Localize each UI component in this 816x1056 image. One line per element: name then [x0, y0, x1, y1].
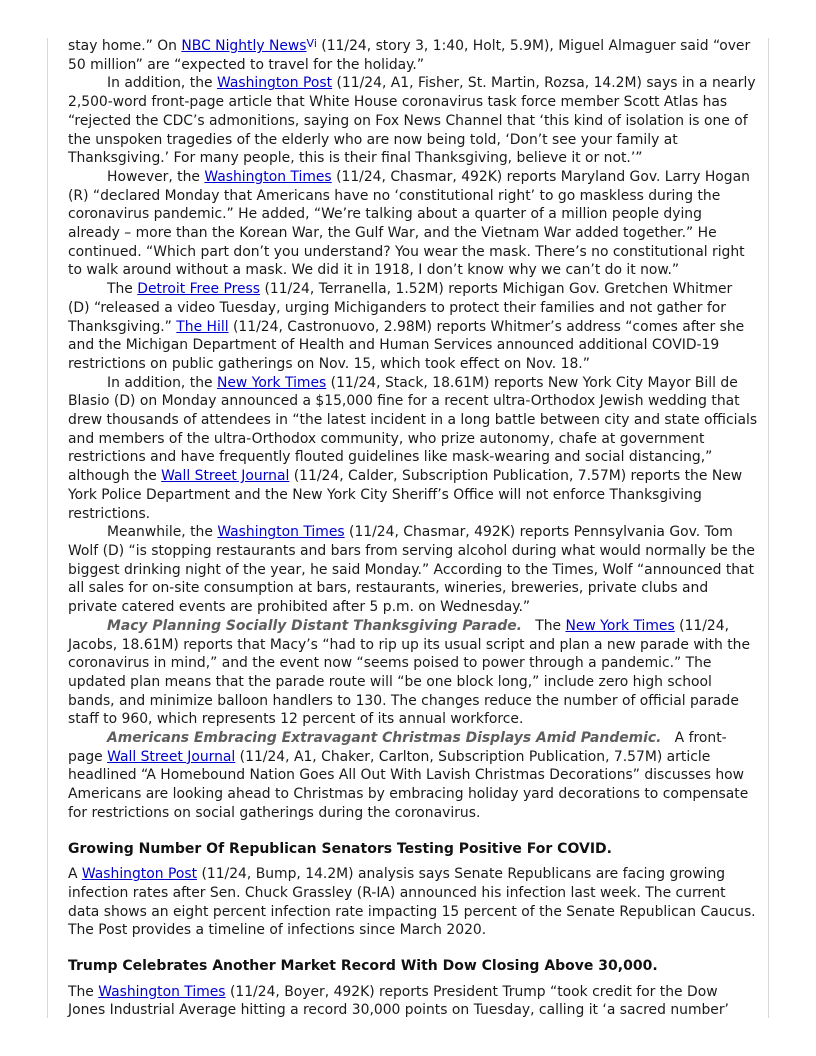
section-heading: Growing Number Of Republican Senators Testing Positive For COVID.	[68, 840, 612, 857]
source-link-nbc-nightly-news[interactable]: NBC Nightly News	[181, 38, 307, 54]
text: (11/24, A1, Chaker, Carlton, Subscription Publication, 7.57M) article headlined “A Homebound Nation Goes All Out With Lavish Christmas Decorations” discusses how Americans are looking ahead to Christmas by embracing holiday yard decorations to compensate for restrictions on social gatherings during the coronavirus.	[68, 748, 749, 821]
source-link-new-york-times[interactable]: New York Times	[565, 617, 675, 634]
text: (11/24, Calder, Subscription Publication, 7.57M) reports the New York Police Department and the New York City Sheriff’s Office will not enforce Thanksgiving restrictions.	[68, 468, 743, 522]
text: In addition, the	[107, 374, 217, 391]
footnote-marker[interactable]: Vi	[306, 37, 317, 50]
text: The	[521, 617, 566, 634]
text: (11/24, story 3, 1:40, Holt, 5.9M), Miguel Almaguer said “over 50 million” are “expected to travel for the holiday.”	[68, 38, 751, 73]
text: (11/24, Bump, 14.2M) analysis says Senate Republicans are facing growing infection rates after Sen. Chuck Grassley (R-IA) announced his infection last week. The current data shows an eight percent infection rate impacting 15 percent of the Senate Republican Caucus. The Post provides a timeline of infections since March 2020.	[68, 866, 756, 939]
text: The	[107, 281, 138, 298]
paragraph	[68, 37, 758, 74]
subhead-lead: Americans Embracing Extravagant Christmas Displays Amid Pandemic.	[107, 730, 662, 747]
paragraph	[68, 865, 758, 940]
text: (11/24, Chasmar, 492K) reports Pennsylvania Gov. Tom Wolf (D) “is stopping restaurants and bars from serving alcohol during what would normally be the biggest drinking night of the year, he said Monday.” According to the Times, Wolf “announced that all sales for on-site consumption at bars, restaurants, wineries, breweries, private clubs and private catered events are prohibited after 5 p.m. on Wednesday.”	[68, 524, 755, 616]
text: (11/24, Chasmar, 492K) reports Maryland Gov. Larry Hogan (R) “declared Monday that Americans have no ‘constitutional right’ to go maskless during the coronavirus pandemic.” He added, “We’re talking about a quarter of a million people dying already – more than the Korean War, the Gulf War, and the Vietnam War added together.” He continued. “Which part don’t you understand? You wear the mask. There’s no constitutional right to walk around without a mask. We did it in 1918, I don’t know why we can’t do it now.”	[68, 168, 750, 279]
source-link-washington-post[interactable]: Washington Post	[81, 866, 198, 883]
text: (11/24, Stack, 18.61M) reports New York City Mayor Bill de Blasio (D) on Monday announced a $15,000 fine for a recent ultra-Orthodox Jewish wedding that drew thousands of attendees in “the latest incident in a long battle between city and state officials and members of the ultra-Orthodox community, who prize autonomy, chafe at government restrictions and have frequently flouted guidelines like mask-wearing and social distancing,” although the	[68, 374, 758, 485]
source-link-washington-times[interactable]: Washington Times	[98, 983, 226, 1000]
paragraph	[68, 983, 758, 1020]
text: In addition, the	[107, 75, 217, 92]
paragraph	[68, 523, 758, 617]
text: However, the	[107, 168, 205, 185]
paragraph	[68, 617, 758, 729]
source-link-washington-times[interactable]: Washington Times	[204, 168, 332, 185]
text: Meanwhile, the	[107, 524, 218, 541]
paragraph	[68, 168, 758, 280]
text: (11/24, Castronuovo, 2.98M) reports Whitmer’s address “comes after she and the Michigan Department of Health and Human Services announced additional COVID-19 restrictions on public gatherings on Nov. 15, which took effect on Nov. 18.”	[68, 318, 745, 372]
right-margin-rule	[768, 38, 769, 1018]
paragraph	[68, 374, 758, 524]
source-link-wall-street-journal[interactable]: Wall Street Journal	[107, 748, 236, 765]
text: (11/24, A1, Fisher, St. Martin, Rozsa, 14.2M) says in a nearly 2,500-word front-page article that White House coronavirus task force member Scott Atlas has “rejected the CDC’s admonitions, saying on Fox News Channel that ‘this kind of isolation is one of the unspoken tragedies of the elderly who are now being told, ‘Don’t see your family at Thanksgiving.’ For many people, this is their final Thanksgiving, believe it or not.’”	[68, 75, 756, 167]
source-link-wall-street-journal[interactable]: Wall Street Journal	[161, 468, 290, 485]
document-body	[68, 37, 758, 1020]
section-heading: Trump Celebrates Another Market Record With Dow Closing Above 30,000.	[68, 958, 658, 975]
source-link-washington-post[interactable]: Washington Post	[216, 75, 333, 92]
source-link-washington-times[interactable]: Washington Times	[217, 524, 345, 541]
source-link-the-hill[interactable]: The Hill	[176, 318, 229, 335]
left-margin-rule	[47, 38, 48, 1018]
text: (11/24, Terranella, 1.52M) reports Michigan Gov. Gretchen Whitmer (D) “released a video Tuesday, urging Michiganders to protect their families and not gather for Thanksgiving.”	[68, 281, 733, 335]
source-link-detroit-free-press[interactable]: Detroit Free Press	[137, 281, 261, 298]
text: (11/24, Boyer, 492K) reports President Trump “took credit for the Dow Jones Industrial Average hitting a record 30,000 points on Tuesday, calling it ‘a sacred number’	[68, 983, 729, 1019]
subhead-lead: Macy Planning Socially Distant Thanksgiving Parade.	[107, 617, 522, 634]
text: A	[68, 866, 82, 883]
text: stay home.” On	[68, 38, 182, 54]
paragraph	[68, 74, 758, 168]
paragraph	[68, 729, 758, 823]
text: A front-page	[68, 730, 727, 765]
text: (11/24, Jacobs, 18.61M) reports that Macy’s “had to rip up its usual script and plan a new parade with the coronavirus in mind,” and the event now “seems poised to power through a pandemic.” The updated plan means that the parade route will “be one block long,” include zero high school bands, and minimize balloon handlers to 130. The changes reduce the number of official parade staff to 960, which represents 12 percent of its annual workforce.	[68, 617, 751, 728]
paragraph	[68, 280, 758, 374]
source-link-new-york-times[interactable]: New York Times	[216, 374, 327, 391]
text: The	[68, 983, 99, 1000]
